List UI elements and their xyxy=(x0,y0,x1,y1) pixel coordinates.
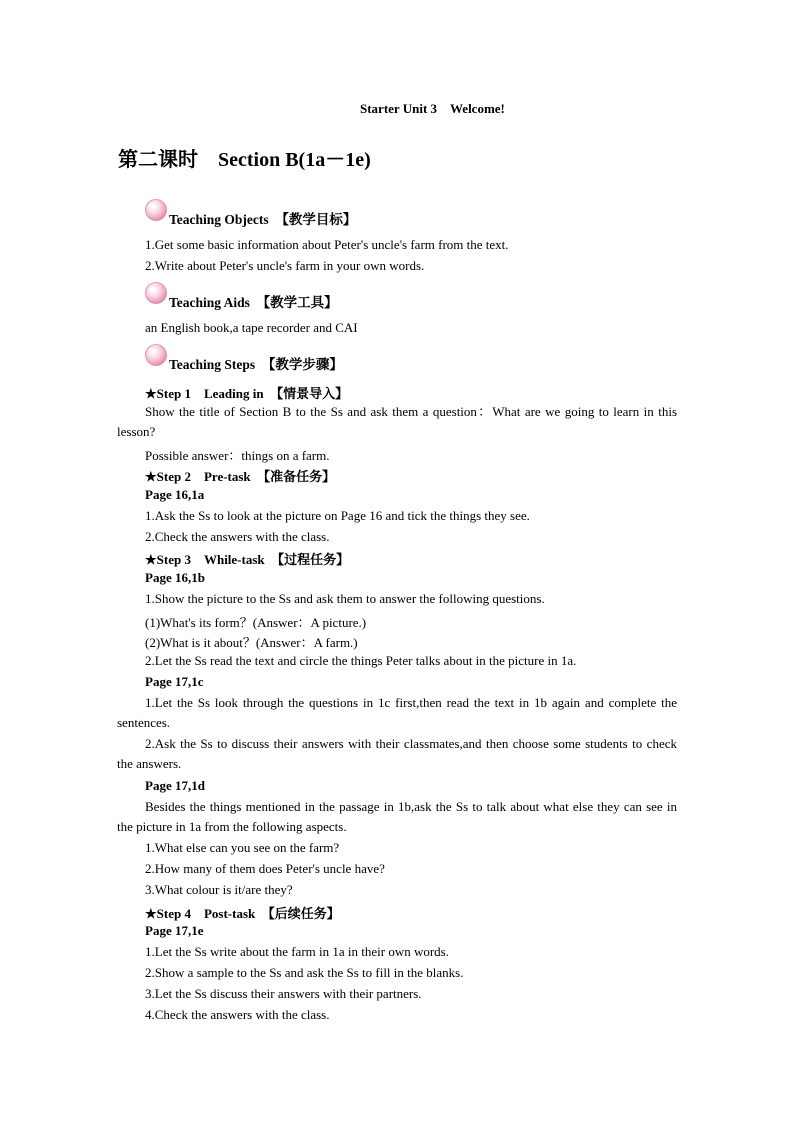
step-3-1b-item-1: 1.Show the picture to the Ss and ask them to answer the following questions. xyxy=(145,591,545,606)
step-3-heading: ★Step 3 While-task 【过程任务】 xyxy=(145,552,350,567)
page-label-1c: Page 17,1c xyxy=(145,674,204,689)
step-4-item-4: 4.Check the answers with the class. xyxy=(145,1007,330,1022)
step-2-item-2: 2.Check the answers with the class. xyxy=(145,529,330,544)
step-3-1b-item-4: 2.Let the Ss read the text and circle the things Peter talks about in the picture in 1a. xyxy=(145,653,577,668)
step-3-1c-paragraph-2: 2.Ask the Ss to discuss their answers with their classmates,and then choose some students to check the answers. xyxy=(117,736,677,771)
step-1-answer: Possible answer：things on a farm. xyxy=(145,448,330,463)
section-label: Teaching Objects 【教学目标】 xyxy=(169,212,357,227)
pink-bubble-icon xyxy=(144,281,170,307)
pink-bubble-icon xyxy=(144,198,170,224)
document-header: Starter Unit 3 Welcome! xyxy=(360,101,505,116)
step-3-1d-paragraph: Besides the things mentioned in the passage in 1b,ask the Ss to talk about what else they can see in the picture in 1a from the following aspects. xyxy=(117,799,677,834)
step-3-1b-item-3: (2)What is it about？(Answer：A farm.) xyxy=(145,635,358,650)
page-label-1d: Page 17,1d xyxy=(145,778,205,793)
page-label-1e: Page 17,1e xyxy=(145,923,204,938)
step-3-1b-item-2: (1)What's its form？(Answer：A picture.) xyxy=(145,615,367,630)
section-label: Teaching Aids 【教学工具】 xyxy=(169,295,338,310)
step-3-1d-item-2: 2.How many of them does Peter's uncle have? xyxy=(145,861,385,876)
step-4-item-2: 2.Show a sample to the Ss and ask the Ss to fill in the blanks. xyxy=(145,965,464,980)
step-3-1c-paragraph-1: 1.Let the Ss look through the questions in 1c first,then read the text in 1b again and complete the sentences. xyxy=(117,695,677,730)
objective-2: 2.Write about Peter's uncle's farm in your own words. xyxy=(145,258,425,273)
pink-bubble-icon xyxy=(144,343,170,369)
step-2-item-1: 1.Ask the Ss to look at the picture on Page 16 and tick the things they see. xyxy=(145,508,530,523)
step-2-heading: ★Step 2 Pre-task 【准备任务】 xyxy=(145,469,336,484)
step-4-item-3: 3.Let the Ss discuss their answers with their partners. xyxy=(145,986,422,1001)
step-1-paragraph: Show the title of Section B to the Ss and ask them a question：What are we going to learn in this lesson? xyxy=(117,404,677,439)
objective-1: 1.Get some basic information about Peter's uncle's farm from the text. xyxy=(145,237,509,252)
page-label-1a: Page 16,1a xyxy=(145,487,205,502)
lesson-title: 第二课时 Section B(1a－1e) xyxy=(118,149,371,171)
step-3-1d-item-3: 3.What colour is it/are they? xyxy=(145,882,293,897)
page-label-1b: Page 16,1b xyxy=(145,570,205,585)
step-3-1d-item-1: 1.What else can you see on the farm? xyxy=(145,840,340,855)
section-label: Teaching Steps 【教学步骤】 xyxy=(169,357,343,372)
step-1-heading: ★Step 1 Leading in 【情景导入】 xyxy=(145,386,349,401)
step-4-heading: ★Step 4 Post-task 【后续任务】 xyxy=(145,906,340,921)
aids-text: an English book,a tape recorder and CAI xyxy=(145,320,358,335)
step-4-item-1: 1.Let the Ss write about the farm in 1a in their own words. xyxy=(145,944,449,959)
